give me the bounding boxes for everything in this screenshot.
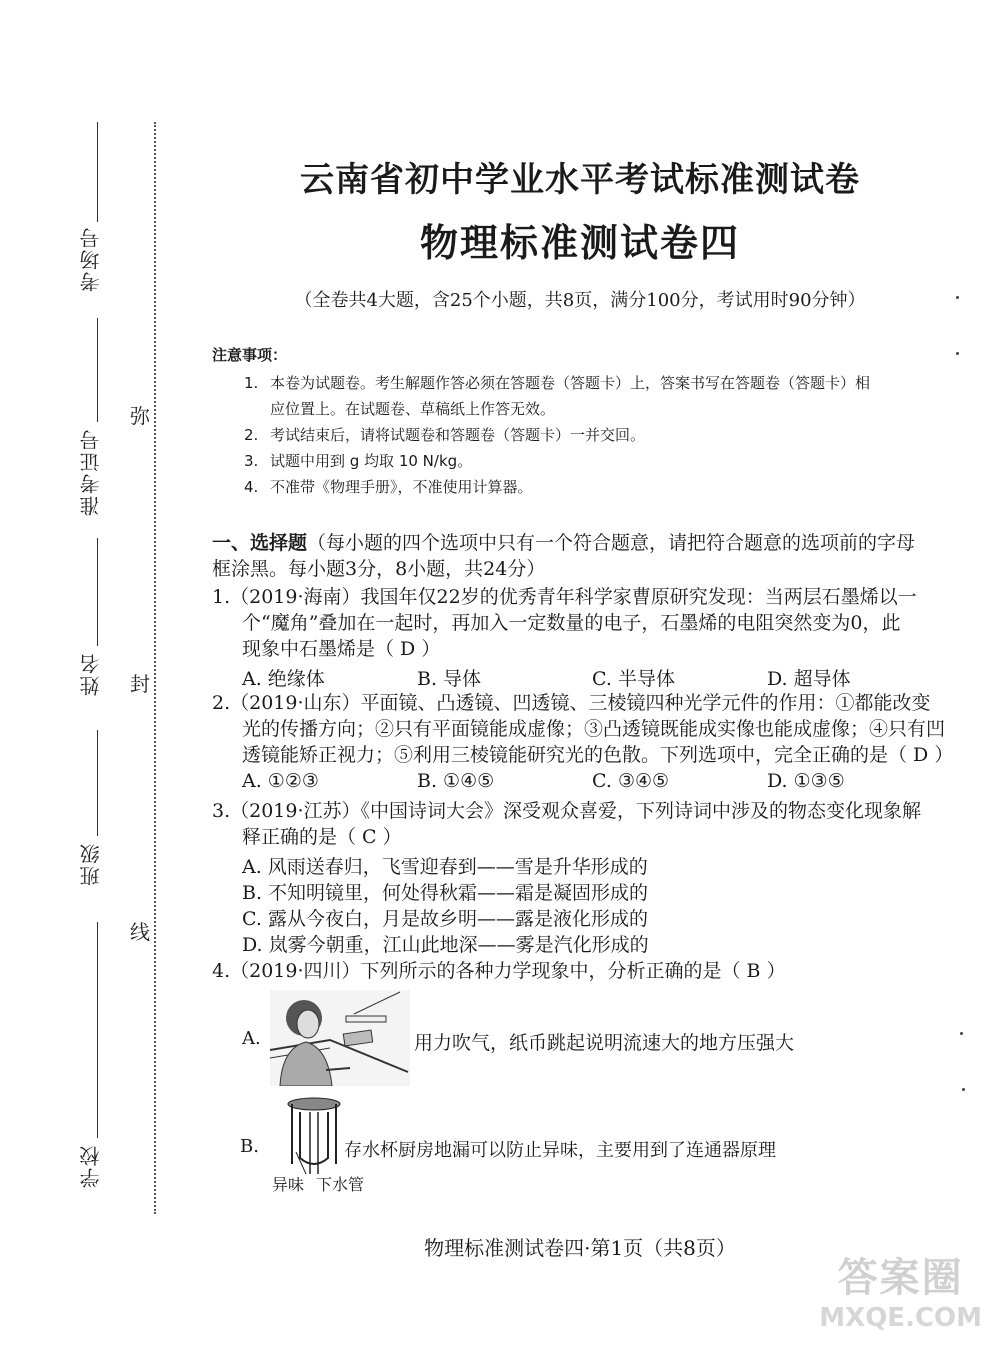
section-instructions: （每小题的四个选项中只有一个符合题意，请把符合题意的选项前的字母 (307, 532, 916, 554)
question-4-option-b-text: 存水杯厨房地漏可以防止异味，主要用到了连通器原理 (344, 1140, 776, 1161)
field-line-name[interactable] (97, 538, 98, 646)
field-line-school[interactable] (97, 922, 98, 1138)
option-d[interactable]: D. 超导体 (767, 668, 851, 690)
field-label-exam-room: 考场号 (79, 226, 103, 292)
scan-dot (960, 1032, 963, 1035)
question-2-line-3: 透镜能矫正视力；⑤利用三棱镜能研究光的色散。下列选项中，完全正确的是（ D ） (242, 744, 954, 766)
question-4-option-a-text: 用力吹气，纸币跳起说明流速大的地方压强大 (414, 1032, 795, 1054)
field-line-class[interactable] (97, 730, 98, 836)
question-2-options (242, 770, 942, 792)
section-heading: 一、选择题 (212, 532, 308, 554)
notice-text: 考试结束后，请将试题卷和答题卷（答题卡）一并交回。 (270, 426, 646, 444)
notice-item-1 (244, 370, 944, 422)
question-4-stem: 4.（2019·四川）下列所示的各种力学现象中，分析正确的是（ B ） (212, 960, 786, 982)
field-label-name: 姓名 (79, 652, 103, 696)
seal-char-xian: 线 (130, 920, 150, 944)
question-3-option-a[interactable]: A. 风雨送春归，飞雪迎春到——雪是升华形成的 (242, 856, 648, 878)
option-c[interactable]: C. ③④⑤ (592, 770, 670, 792)
scan-dot (956, 352, 959, 355)
label-drain-pipe: 下水管 (316, 1175, 365, 1194)
section-1-header (212, 530, 952, 556)
option-a[interactable]: A. ①②③ (242, 770, 319, 792)
notice-item-4 (244, 474, 944, 500)
question-4-option-b[interactable]: B. (240, 1136, 259, 1157)
watermark (819, 1246, 982, 1333)
scan-dot (962, 1088, 965, 1091)
paper-info: （全卷共4大题，含25个小题，共8页，满分100分，考试用时90分钟） (294, 290, 866, 311)
label-odor: 异味 (272, 1175, 305, 1194)
watermark-url: MXQE.COM (819, 1303, 982, 1333)
paper-title: 物理标准测试卷四 (419, 220, 740, 265)
question-3-option-c[interactable]: C. 露从今夜白，月是故乡明——露是液化形成的 (242, 908, 648, 930)
option-c[interactable]: C. 半导体 (592, 668, 675, 690)
seal-char-feng: 封 (130, 672, 150, 696)
watermark-logo-text: 答案圈 (837, 1255, 964, 1301)
question-3-line-1: 3.（2019·江苏）《中国诗词大会》深受观众喜爱，下列诗词中涉及的物态变化现象解 (212, 800, 922, 822)
notice-text: 试题中用到 g 均取 10 N/kg。 (270, 452, 473, 470)
notice-text-cont: 应位置上。在试题卷、草稿纸上作答无效。 (270, 400, 556, 418)
question-1-line-1: 1.（2019·海南）我国年仅22岁的优秀青年科学家曹原研究发现：当两层石墨烯以一 (212, 586, 917, 608)
notice-heading: 注意事项： (212, 346, 288, 364)
question-2-line-2: 光的传播方向；②只有平面镜能成虚像；③凸透镜既能成实像也能成虚像；④只有凹 (242, 718, 946, 740)
field-label-school: 学校 (79, 1144, 103, 1188)
question-4-option-a[interactable]: A. (242, 1028, 261, 1049)
option-b[interactable]: B. ①④⑤ (417, 770, 495, 792)
field-label-admission-no: 准考证号 (79, 428, 103, 516)
option-a[interactable]: A. 绝缘体 (242, 668, 325, 690)
question-1-options (242, 664, 942, 691)
question-3-option-b[interactable]: B. 不知明镜里，何处得秋霜——霜是凝固形成的 (242, 882, 649, 904)
seal-char-mi: 弥 (130, 404, 150, 428)
field-label-class: 班级 (79, 842, 103, 886)
page-footer: 物理标准测试卷四·第1页（共8页） (424, 1236, 736, 1260)
notice-text: 不准带《物理手册》，不准使用计算器。 (270, 478, 533, 496)
notice-num: 2. (244, 426, 259, 444)
floor-drain-illustration (272, 1094, 352, 1174)
field-line-admission-no[interactable] (97, 318, 98, 422)
question-1-line-3: 现象中石墨烯是（ D ） (242, 638, 441, 660)
notice-num: 1. (244, 374, 259, 392)
question-1-line-2: 个“魔角”叠加在一起时，再加入一定数量的电子，石墨烯的电阻突然变为0，此 (242, 612, 901, 634)
option-d[interactable]: D. ①③⑤ (767, 770, 845, 792)
section-1-instructions-cont: 框涂黑。每小题3分，8小题，共24分） (212, 558, 546, 580)
scan-dot (956, 296, 959, 299)
notice-item-3 (244, 448, 944, 474)
question-2-line-1: 2.（2019·山东）平面镜、凸透镜、凹透镜、三棱镜四种光学元件的作用：①都能改变 (212, 692, 931, 714)
notice-text: 本卷为试题卷。考生解题作答必须在答题卷（答题卡）上，答案书写在答题卷（答题卡）相 (270, 374, 871, 392)
question-3-option-d[interactable]: D. 岚雾今朝重，江山此地深——雾是汽化形成的 (242, 934, 649, 956)
question-3-line-2: 释正确的是（ C ） (242, 826, 402, 848)
option-b[interactable]: B. 导体 (417, 668, 482, 690)
blowing-paper-illustration (270, 990, 410, 1086)
notice-item-2 (244, 422, 944, 448)
exam-series-title: 云南省初中学业水平考试标准测试卷 (300, 160, 860, 200)
notice-num: 3. (244, 452, 259, 470)
notice-num: 4. (244, 478, 259, 496)
